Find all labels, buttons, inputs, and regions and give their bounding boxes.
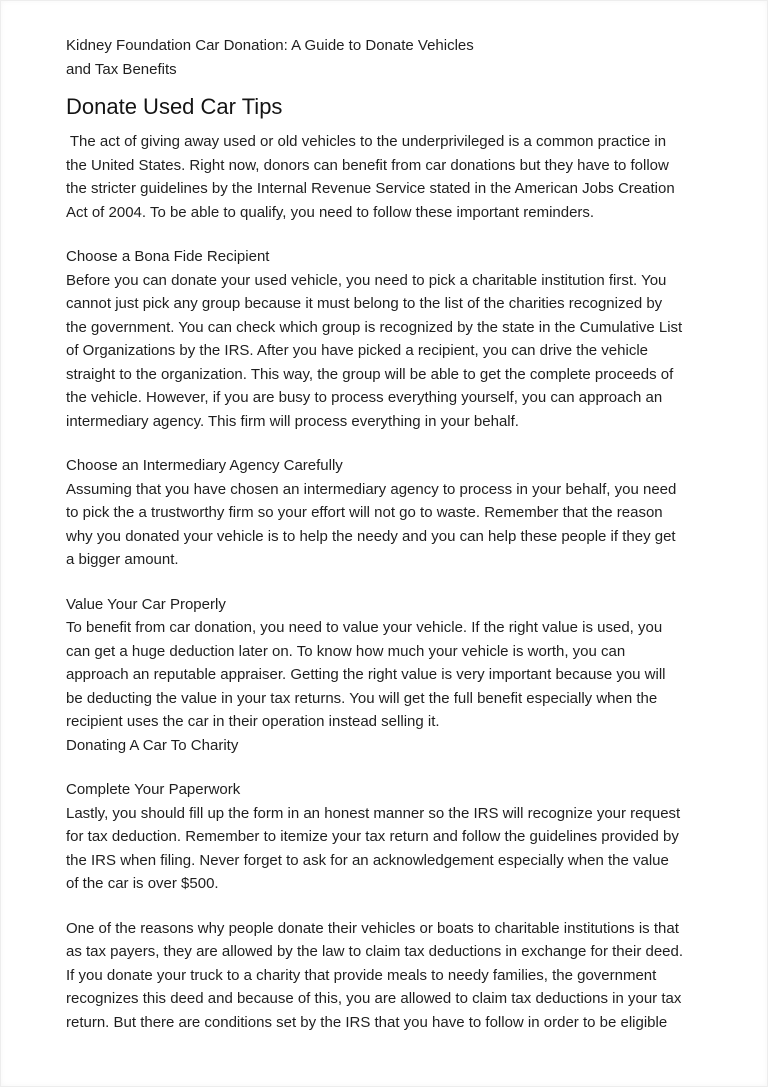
text-line: Kidney Foundation Car Donation: A Guide to Donate Vehicles [66, 37, 474, 54]
text-line: the United States. Right now, donors can benefit from car donations but they have to follow [66, 156, 669, 174]
text-line: Assuming that you have chosen an intermediary agency to process in your behalf, you need [66, 480, 677, 498]
section-value-your-car [66, 593, 704, 758]
section-body [66, 802, 704, 896]
section-body [66, 269, 704, 434]
text-line: Lastly, you should fill up the form in an honest manner so the IRS will recognize your request [66, 804, 681, 822]
text-line: the stricter guidelines by the Internal Revenue Service stated in the American Jobs Creation [66, 180, 675, 197]
section-complete-paperwork [66, 778, 704, 896]
text-line: the government. You can check which group is recognized by the state in the Cumulative List [66, 318, 683, 336]
text-line: a bigger amount. [66, 551, 179, 568]
text-line: approach an reputable appraiser. Getting the right value is very important because you will [66, 666, 666, 683]
text-line: cannot just pick any group because it must belong to the list of the charities recognized by [66, 295, 663, 312]
text-line: as tax payers, they are allowed by the law to claim tax deductions in exchange for their deed. [66, 943, 684, 960]
text-line: Act of 2004. To be able to qualify, you need to follow these important reminders. [66, 203, 595, 221]
text-line: One of the reasons why people donate their vehicles or boats to charitable institutions is that [66, 919, 679, 937]
section-intermediary-agency [66, 454, 704, 572]
text-line: recognizes this deed and because of this, you are allowed to claim tax deductions in your tax [66, 990, 682, 1007]
text-line: The act of giving away used or old vehicles to the underprivileged is a common practice in [66, 133, 667, 150]
text-line: return. But there are conditions set by the IRS that you have to follow in order to be eligible [66, 1013, 668, 1031]
section-heading: Choose an Intermediary Agency Carefully [66, 457, 343, 474]
section-heading: Choose a Bona Fide Recipient [66, 248, 270, 265]
text-line: Before you can donate your used vehicle, you need to pick a charitable institution first. You [66, 271, 667, 289]
text-line: be deducting the value in your tax returns. You will get the full benefit especially when the [66, 689, 658, 707]
text-line: straight to the organization. This way, the group will be able to get the complete proceeds of [66, 365, 674, 383]
text-line: and Tax Benefits [66, 60, 177, 78]
paragraph-closing [66, 917, 704, 1035]
text-line: to pick the a trustworthy firm so your effort will not go to waste. Remember that the reason [66, 504, 663, 521]
text-line: of the car is over $500. [66, 875, 219, 892]
text-line: Donating A Car To Charity [66, 736, 239, 754]
document-subtitle: Donate Used Car Tips [66, 94, 283, 119]
section-body [66, 616, 704, 757]
text-line: the IRS when filing. Never forget to ask for an acknowledgement especially when the value [66, 851, 669, 869]
document-title [66, 34, 704, 81]
text-line: can get a huge deduction later on. To know how much your vehicle is worth, you can [66, 642, 626, 660]
section-body [66, 478, 704, 572]
section-heading: Complete Your Paperwork [66, 781, 241, 798]
text-line: why you donated your vehicle is to help the needy and you can help these people if they get [66, 527, 676, 545]
text-line: To benefit from car donation, you need to value your vehicle. If the right value is used, you [66, 619, 663, 636]
section-bona-fide-recipient [66, 245, 704, 433]
section-heading: Value Your Car Properly [66, 595, 226, 613]
paragraph-intro [66, 130, 704, 224]
text-line: If you donate your truck to a charity that provide meals to needy families, the government [66, 966, 657, 984]
text-line: for tax deduction. Remember to itemize your tax return and follow the guidelines provided by [66, 828, 679, 845]
text-line: the vehicle. However, if you are busy to process everything yourself, you can approach an [66, 389, 663, 406]
text-line: intermediary agency. This firm will process everything in your behalf. [66, 412, 519, 430]
text-line: of Organizations by the IRS. After you have picked a recipient, you can drive the vehicle [66, 342, 648, 359]
text-line: recipient uses the car in their operation instead selling it. [66, 713, 440, 730]
